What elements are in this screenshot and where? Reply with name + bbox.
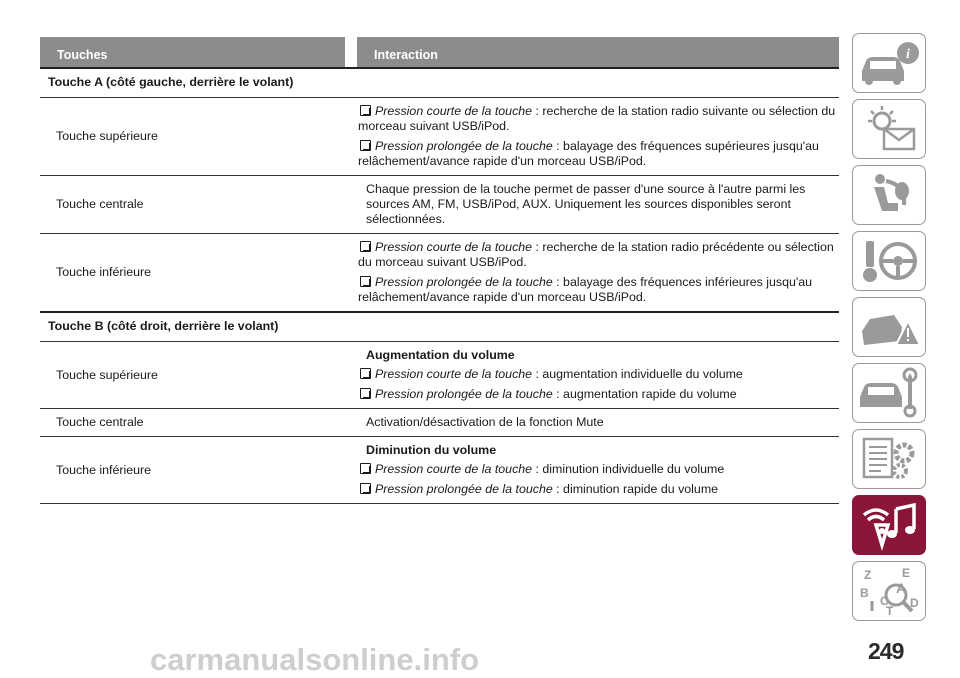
watermark: carmanualsonline.info — [150, 642, 480, 677]
index-letter-z: Z — [864, 568, 872, 582]
checkbox-bullet-icon — [360, 241, 371, 252]
interaction-text: Chaque pression de la touche permet de passer d'une source à l'autre parmi les sources AM, FM, USB/iPod, AUX. Uniquement les sources disponibles seront sélectionnées. — [366, 182, 806, 226]
action-description: : balayage des fréquences supérieures jusqu'au relâchement/avance rapide d'un morceau USB/iPod. — [358, 139, 819, 168]
section-title: Touche B (côté droit, derrière le volant) — [40, 311, 839, 341]
index-alphabet-icon — [856, 565, 922, 617]
tab-index[interactable] — [852, 561, 926, 621]
table-row — [40, 233, 839, 311]
action-label: Pression courte de la touche — [375, 367, 533, 381]
interaction-cell — [358, 98, 839, 175]
checkbox-bullet-icon — [360, 105, 371, 116]
action-description: : balayage des fréquences inférieures jusqu'au relâchement/avance rapide d'un morceau USB/iPod. — [358, 275, 813, 304]
tab-car-info[interactable] — [852, 33, 926, 93]
checkbox-bullet-icon — [360, 368, 371, 379]
interaction-heading: Augmentation du volume — [366, 348, 515, 362]
interaction-text: Activation/désactivation de la fonction Mute — [366, 415, 604, 429]
table-bottom-rule — [40, 503, 839, 504]
action-label: Pression courte de la touche — [375, 462, 533, 476]
table-header — [40, 37, 839, 67]
interaction-cell — [358, 437, 839, 503]
tab-warning-lights[interactable] — [852, 99, 926, 159]
table-row — [40, 341, 839, 408]
table-row — [40, 436, 839, 503]
checkbox-bullet-icon — [360, 463, 371, 474]
key-steering-wheel-icon — [856, 235, 922, 287]
section-title: Touche A (côté gauche, derrière le volant) — [40, 67, 839, 97]
action-label: Pression courte de la touche — [375, 240, 533, 254]
warning-light-mail-icon — [856, 103, 922, 155]
interaction-item — [358, 367, 839, 382]
action-description: : diminution individuelle du volume — [532, 462, 725, 476]
key-name: Touche centrale — [56, 197, 144, 211]
action-label: Pression prolongée de la touche — [375, 139, 553, 153]
action-description: : recherche de la station radio précédente ou sélection du morceau suivant USB/iPod. — [358, 240, 834, 269]
action-description: : diminution rapide du volume — [552, 482, 719, 496]
header-interaction: Interaction — [357, 37, 839, 67]
index-letter-e: E — [902, 566, 911, 580]
key-name: Touche inférieure — [56, 265, 152, 279]
tab-starting-driving[interactable] — [852, 231, 926, 291]
interaction-item — [358, 104, 839, 134]
car-crash-warning-icon — [856, 301, 922, 353]
interaction-item — [358, 139, 839, 169]
action-label: Pression courte de la touche — [375, 104, 533, 118]
interaction-cell — [358, 342, 839, 408]
key-name: Touche supérieure — [56, 129, 158, 143]
action-label: Pression prolongée de la touche — [375, 387, 553, 401]
page-number: 249 — [868, 638, 904, 664]
interaction-item — [358, 240, 839, 270]
index-letter-c: C — [880, 594, 889, 608]
tab-technical-data[interactable] — [852, 429, 926, 489]
interaction-item — [358, 462, 839, 477]
tab-multimedia[interactable] — [852, 495, 926, 555]
tab-emergency[interactable] — [852, 297, 926, 357]
table-body — [40, 67, 839, 504]
action-description: : recherche de la station radio suivante ou sélection du morceau suivant USB/iPod. — [358, 104, 836, 133]
checkbox-bullet-icon — [360, 140, 371, 151]
interaction-heading: Diminution du volume — [366, 443, 497, 457]
checkbox-bullet-icon — [360, 483, 371, 494]
interaction-item — [358, 387, 839, 402]
key-name: Touche centrale — [56, 415, 144, 429]
index-letter-a: A — [896, 580, 907, 596]
tab-safety[interactable] — [852, 165, 926, 225]
checkbox-bullet-icon — [360, 276, 371, 287]
interaction-item — [358, 482, 839, 497]
interaction-cell — [358, 234, 839, 311]
checkbox-bullet-icon — [360, 388, 371, 399]
action-label: Pression prolongée de la touche — [375, 482, 553, 496]
controls-table — [40, 37, 839, 504]
interaction-item — [358, 275, 839, 305]
table-row — [40, 408, 839, 436]
car-wrench-icon — [856, 367, 922, 419]
index-letter-d: D — [910, 596, 919, 610]
interaction-cell — [358, 409, 839, 436]
multimedia-music-icon — [856, 499, 922, 551]
chapter-tabs — [852, 33, 928, 627]
action-description: : augmentation rapide du volume — [552, 387, 737, 401]
action-description: : augmentation individuelle du volume — [532, 367, 743, 381]
interaction-cell — [358, 176, 839, 233]
table-row — [40, 97, 839, 175]
specs-gears-icon — [856, 433, 922, 485]
tab-maintenance[interactable] — [852, 363, 926, 423]
index-letter-t: T — [886, 604, 894, 617]
index-letter-b: B — [860, 586, 869, 600]
svg-text:i: i — [906, 47, 910, 62]
seat-airbag-icon — [856, 169, 922, 221]
key-name: Touche supérieure — [56, 367, 158, 382]
table-row — [40, 175, 839, 233]
header-touches: Touches — [40, 37, 345, 67]
action-label: Pression prolongée de la touche — [375, 275, 553, 289]
key-name: Touche inférieure — [56, 462, 152, 477]
car-info-icon — [856, 37, 922, 89]
